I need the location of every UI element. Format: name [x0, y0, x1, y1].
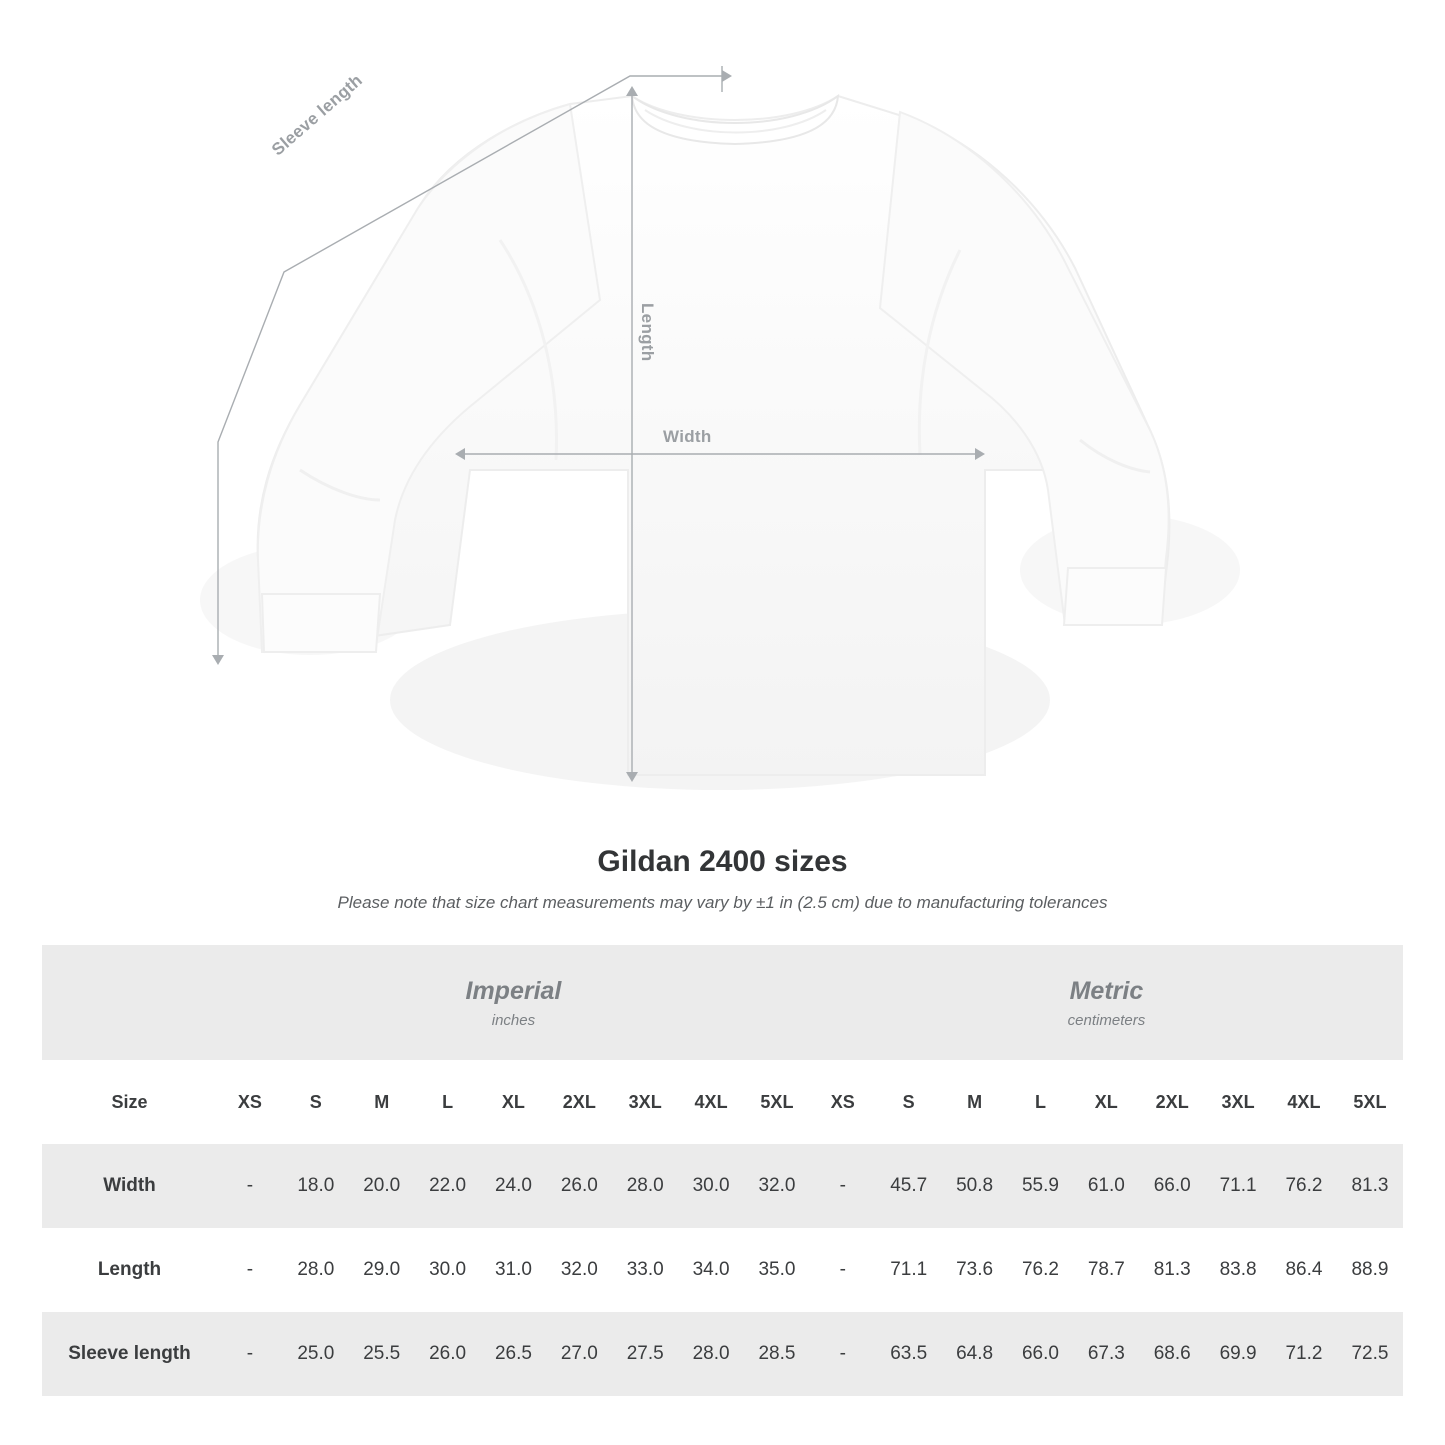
cell-width-imp-5xl: 32.0: [744, 1144, 810, 1228]
col-head-met-m: M: [942, 1060, 1008, 1144]
cell-sleeve-imp-l: 26.0: [415, 1312, 481, 1396]
cell-sleeve-imp-2xl: 27.0: [546, 1312, 612, 1396]
cell-sleeve-met-xs: -: [810, 1312, 876, 1396]
col-head-imp-3xl: 3XL: [612, 1060, 678, 1144]
cell-length-met-xl: 78.7: [1073, 1228, 1139, 1312]
cell-length-imp-3xl: 33.0: [612, 1228, 678, 1312]
col-head-imp-s: S: [283, 1060, 349, 1144]
col-head-imp-2xl: 2XL: [546, 1060, 612, 1144]
cell-sleeve-met-4xl: 71.2: [1271, 1312, 1337, 1396]
cell-sleeve-met-2xl: 68.6: [1139, 1312, 1205, 1396]
cell-length-met-m: 73.6: [942, 1228, 1008, 1312]
cell-width-imp-l: 22.0: [415, 1144, 481, 1228]
cell-sleeve-imp-s: 25.0: [283, 1312, 349, 1396]
cell-width-met-2xl: 66.0: [1139, 1144, 1205, 1228]
unit-group-imperial: [217, 945, 810, 1060]
cell-length-imp-2xl: 32.0: [546, 1228, 612, 1312]
col-head-imp-m: M: [349, 1060, 415, 1144]
col-head-imp-xs: XS: [217, 1060, 283, 1144]
cell-length-met-xs: -: [810, 1228, 876, 1312]
cell-width-imp-xs: -: [217, 1144, 283, 1228]
row-label-width: Width: [42, 1144, 217, 1228]
cell-sleeve-met-m: 64.8: [942, 1312, 1008, 1396]
cell-width-met-5xl: 81.3: [1337, 1144, 1403, 1228]
title-block: [0, 845, 1445, 913]
cell-length-imp-m: 29.0: [349, 1228, 415, 1312]
col-head-met-5xl: 5XL: [1337, 1060, 1403, 1144]
cell-width-met-m: 50.8: [942, 1144, 1008, 1228]
cell-width-met-xs: -: [810, 1144, 876, 1228]
cell-width-imp-xl: 24.0: [481, 1144, 547, 1228]
unit-group-metric-name: Metric: [1069, 977, 1144, 1006]
cell-sleeve-imp-4xl: 28.0: [678, 1312, 744, 1396]
table-row-length: [42, 1228, 1403, 1312]
cell-sleeve-imp-m: 25.5: [349, 1312, 415, 1396]
cell-sleeve-met-l: 66.0: [1008, 1312, 1074, 1396]
unit-header-spacer: [42, 945, 217, 1060]
cell-sleeve-imp-5xl: 28.5: [744, 1312, 810, 1396]
cell-width-imp-s: 18.0: [283, 1144, 349, 1228]
cell-length-met-l: 76.2: [1008, 1228, 1074, 1312]
cell-width-imp-4xl: 30.0: [678, 1144, 744, 1228]
cell-length-met-4xl: 86.4: [1271, 1228, 1337, 1312]
col-head-met-2xl: 2XL: [1139, 1060, 1205, 1144]
col-head-imp-5xl: 5XL: [744, 1060, 810, 1144]
length-dimension-label: Length: [638, 303, 657, 362]
cell-length-met-5xl: 88.9: [1337, 1228, 1403, 1312]
table-row-width: [42, 1144, 1403, 1228]
cell-sleeve-imp-xs: -: [217, 1312, 283, 1396]
cell-length-met-2xl: 81.3: [1139, 1228, 1205, 1312]
size-label-cell: Size: [42, 1060, 217, 1144]
col-head-met-s: S: [876, 1060, 942, 1144]
cell-length-met-s: 71.1: [876, 1228, 942, 1312]
page-title: Gildan 2400 sizes: [597, 845, 848, 878]
row-label-length: Length: [42, 1228, 217, 1312]
col-head-met-3xl: 3XL: [1205, 1060, 1271, 1144]
col-head-met-l: L: [1008, 1060, 1074, 1144]
cell-width-imp-2xl: 26.0: [546, 1144, 612, 1228]
unit-group-metric-sub: centimeters: [1067, 1011, 1146, 1029]
col-head-met-4xl: 4XL: [1271, 1060, 1337, 1144]
row-label-sleeve-length: Sleeve length: [42, 1312, 217, 1396]
col-head-met-xl: XL: [1073, 1060, 1139, 1144]
col-head-met-xs: XS: [810, 1060, 876, 1144]
cell-width-met-xl: 61.0: [1073, 1144, 1139, 1228]
cell-length-met-3xl: 83.8: [1205, 1228, 1271, 1312]
width-dimension-label: Width: [663, 427, 712, 446]
col-head-imp-4xl: 4XL: [678, 1060, 744, 1144]
cell-width-imp-m: 20.0: [349, 1144, 415, 1228]
unit-group-metric: [810, 945, 1403, 1060]
table-row-sleeve-length: [42, 1312, 1403, 1396]
unit-group-imperial-sub: inches: [491, 1011, 536, 1029]
tolerance-note: Please note that size chart measurements may vary by ±1 in (2.5 cm) due to manufacturing tolerances: [337, 893, 1108, 912]
cell-width-met-4xl: 76.2: [1271, 1144, 1337, 1228]
size-table-container: [42, 945, 1403, 1396]
col-head-imp-l: L: [415, 1060, 481, 1144]
cell-length-imp-xl: 31.0: [481, 1228, 547, 1312]
cell-length-imp-l: 30.0: [415, 1228, 481, 1312]
size-header-row: [42, 1060, 1403, 1144]
cell-sleeve-met-s: 63.5: [876, 1312, 942, 1396]
unit-header-row: [42, 945, 1403, 1060]
cell-sleeve-met-3xl: 69.9: [1205, 1312, 1271, 1396]
sleeve-length-dimension-label: Sleeve length: [268, 70, 367, 160]
cell-width-imp-3xl: 28.0: [612, 1144, 678, 1228]
cell-sleeve-met-5xl: 72.5: [1337, 1312, 1403, 1396]
cell-sleeve-met-xl: 67.3: [1073, 1312, 1139, 1396]
cell-length-imp-xs: -: [217, 1228, 283, 1312]
cell-width-met-l: 55.9: [1008, 1144, 1074, 1228]
size-table: [42, 945, 1403, 1396]
cell-length-imp-5xl: 35.0: [744, 1228, 810, 1312]
cell-length-imp-4xl: 34.0: [678, 1228, 744, 1312]
cell-sleeve-imp-3xl: 27.5: [612, 1312, 678, 1396]
cell-width-met-3xl: 71.1: [1205, 1144, 1271, 1228]
unit-group-imperial-name: Imperial: [465, 977, 562, 1006]
cell-sleeve-imp-xl: 26.5: [481, 1312, 547, 1396]
col-head-imp-xl: XL: [481, 1060, 547, 1144]
cell-length-imp-s: 28.0: [283, 1228, 349, 1312]
cell-width-met-s: 45.7: [876, 1144, 942, 1228]
